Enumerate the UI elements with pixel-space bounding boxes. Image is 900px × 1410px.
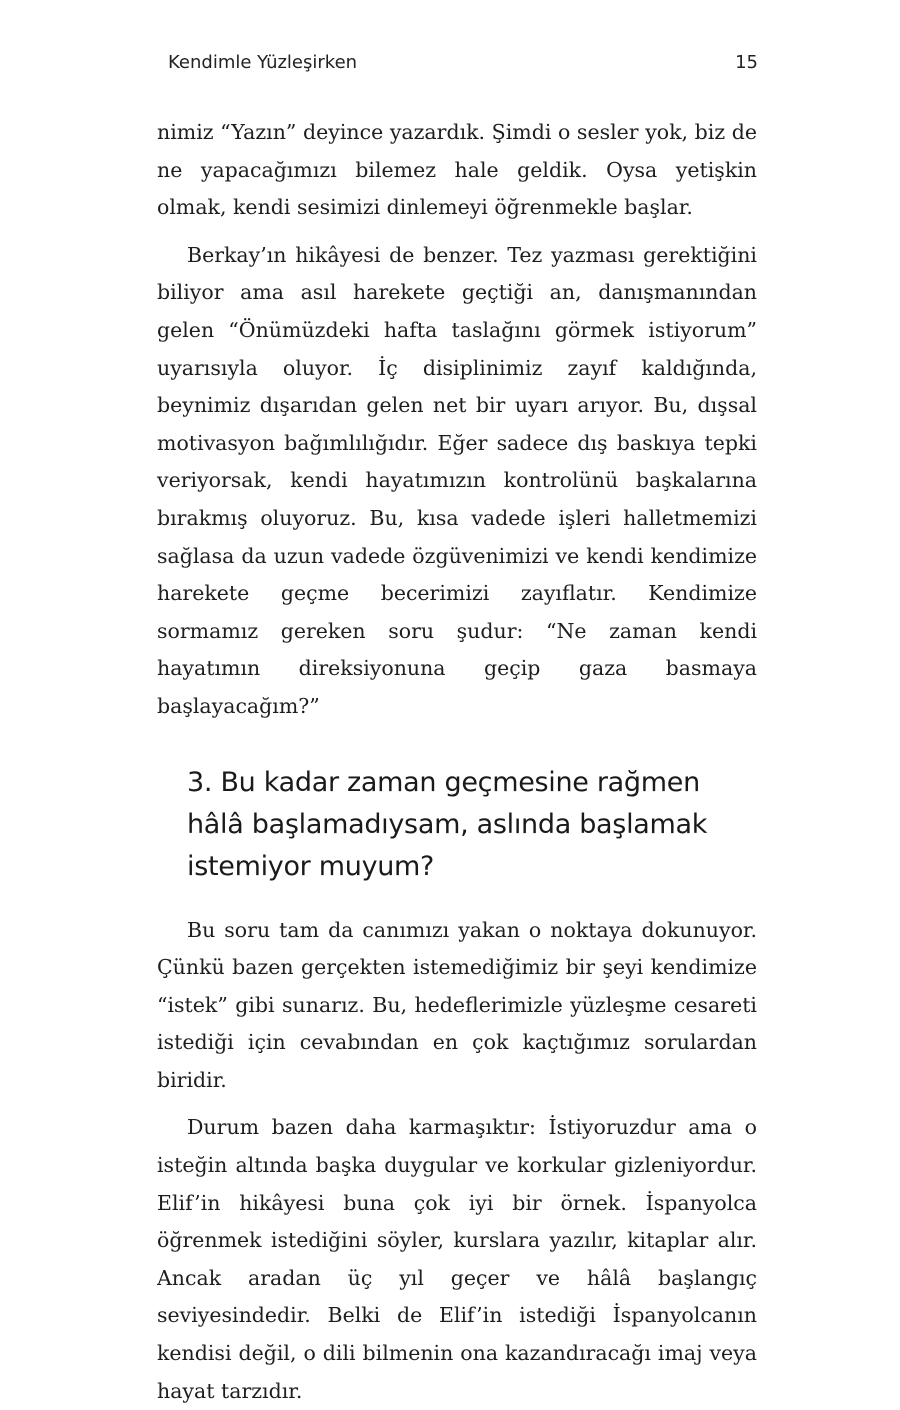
page-number: 15 [735,52,758,73]
paragraph-continuation: nimiz “Yazın” deyince yazardık. Şimdi o sesler yok, biz de ne yapacağımızı bilemez hale geldik. Oysa yetişkin olmak, kendi sesimizi dinlemeyi öğrenmekle başlar. [157,120,757,220]
paragraph-elif: Durum bazen daha karmaşıktır: İstiyoruzdur ama o isteğin altında başka duygular ve korkular gizleniyordur. Elif’in hikâyesi buna çok iyi bir örnek. İspanyolca öğrenmek istediğini söyler, kurslara yazılır, kitaplar alır. Ancak aradan üç yıl geçer ve hâlâ başlangıç seviyesindedir. Belki de Elif’in istediği İspanyolcanın kendisi değil, o dili bilmenin ona kazandıracağı imaj veya hayat tarzıdır. [157,1115,757,1403]
paragraph-berkay: Berkay’ın hikâyesi de benzer. Tez yazması gerektiğini biliyor ama asıl harekete geçtiği an, danışmanından gelen “Önümüzdeki hafta taslağını görmek istiyorum” uyarısıyla oluyor. İç disiplinimiz zayıf kaldığında, beynimiz dışarıdan gelen net bir uyarı arıyor. Bu, dışsal motivasyon bağımlılığıdır. Eğer sadece dış baskıya tepki veriyorsak, kendi hayatımızın kontrolünü başkalarına bırakmış oluyoruz. Bu, kısa vadede işleri halletmemizi sağlasa da uzun vadede özgüvenimizi ve kendi kendimize harekete geçme becerimizi zayıflatır. Kendimize sormamız gereken soru şudur: “Ne zaman kendi hayatımın direksiyonuna geçip gaza basmaya başlayacağım?” [157,242,757,718]
section-heading: 3. Bu kadar zaman geçmesine rağmen hâlâ başlamadıysam, aslında başlamak istemiyor muyum? [187,766,708,882]
paragraph-question: Bu soru tam da canımızı yakan o noktaya dokunuyor. Çünkü bazen gerçekten istemediğimiz bir şeyi kendimize “istek” gibi sunarız. Bu, hedeflerimizle yüzleşme cesareti istediği için cevabından en çok kaçtığımız sorulardan biridir. [157,917,757,1092]
page-body [157,114,757,1410]
running-header [168,52,758,82]
running-title: Kendimle Yüzleşirken [168,52,358,73]
